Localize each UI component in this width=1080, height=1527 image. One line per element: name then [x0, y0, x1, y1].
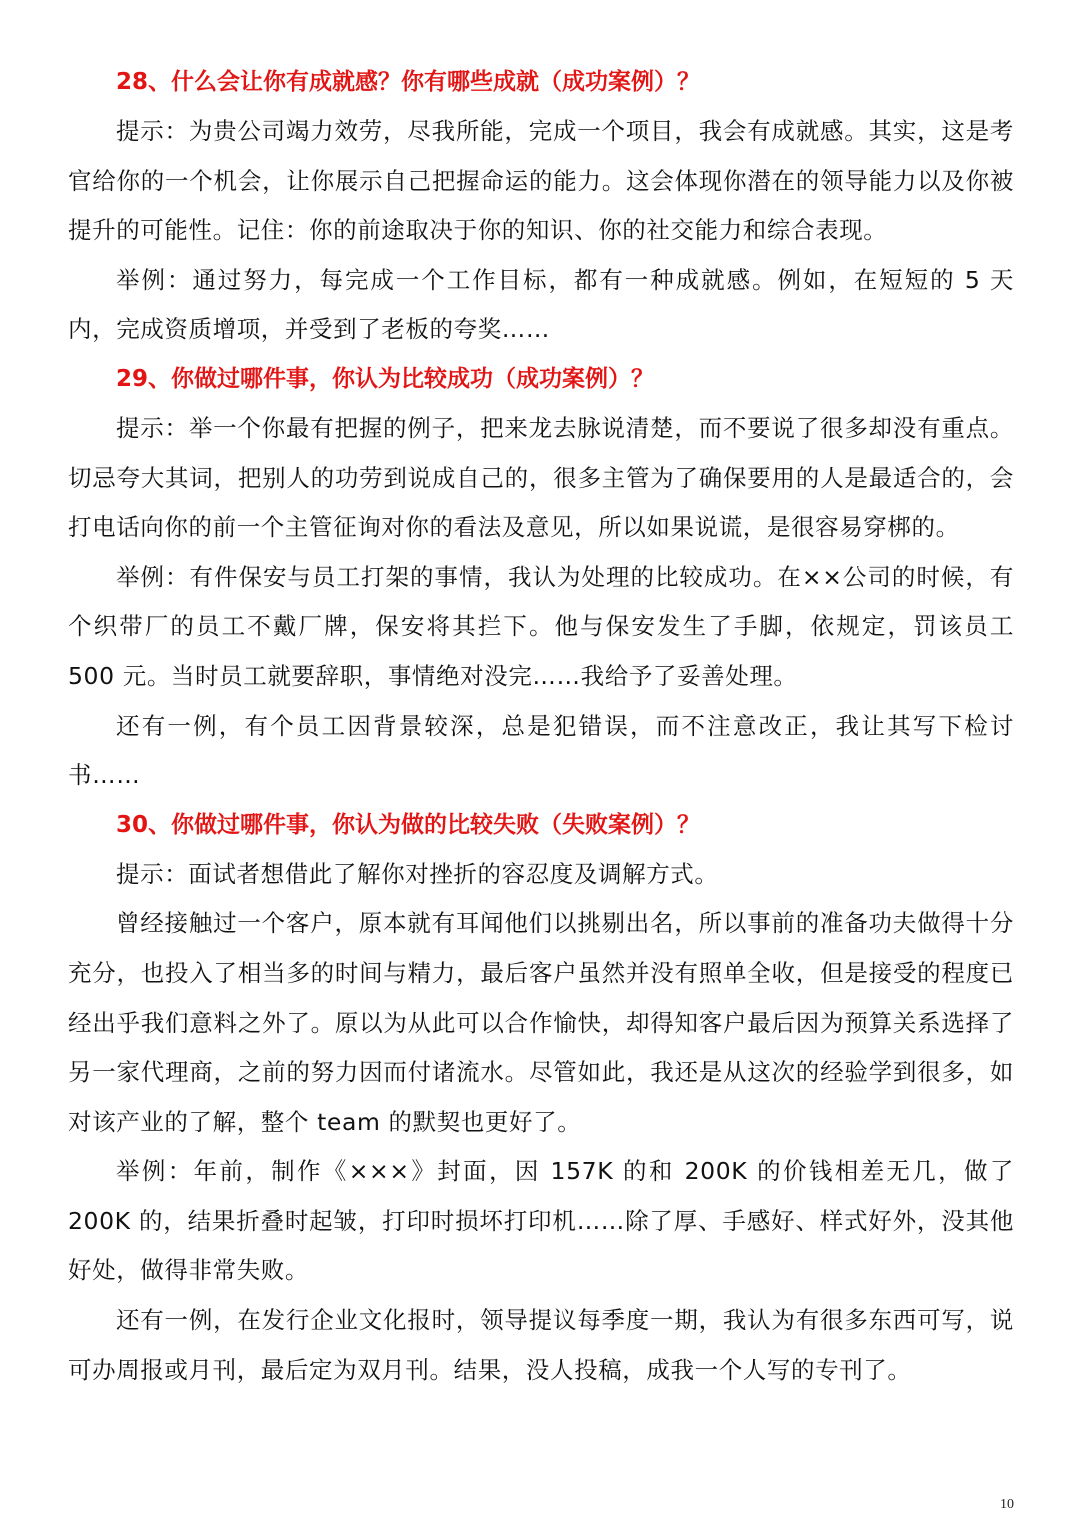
- question-30-hint: 提示：面试者想借此了解你对挫折的容忍度及调解方式。: [116, 859, 719, 888]
- question-30-section: [68, 801, 1014, 1396]
- question-29-second-example: 还有一例，有个员工因背景较深，总是犯错误，而不注意改正，我让其写下检讨书……: [68, 711, 1014, 790]
- question-29-heading: 29、你做过哪件事，你认为比较成功（成功案例）？: [116, 365, 655, 392]
- question-28-hint: 提示：为贵公司竭力效劳，尽我所能，完成一个项目，我会有成就感。其实，这是考官给你的一个机会，让你展示自己把握命运的能力。这会体现你潜在的领导能力以及你被提升的可能性。记住：你的前途取决于你的知识、你的社交能力和综合表现。: [68, 117, 1014, 245]
- document-page: [68, 58, 1014, 1395]
- question-30-heading: 30、你做过哪件事，你认为做的比较失败（失败案例）？: [116, 811, 701, 838]
- question-30-example: 举例：年前，制作《×××》封面，因 157K 的和 200K 的价钱相差无几，做了 200K 的，结果折叠时起皱，打印时损坏打印机……除了厚、手感好、样式好外，没其他好处，做得非常失败。: [68, 1157, 1014, 1285]
- question-29-section: [68, 355, 1014, 801]
- question-30-second-example: 还有一例，在发行企业文化报时，领导提议每季度一期，我认为有很多东西可写，说可办周报或月刊，最后定为双月刊。结果，没人投稿，成我一个人写的专刊了。: [68, 1306, 1014, 1384]
- question-28-section: [68, 58, 1014, 355]
- question-28-example: 举例：通过努力，每完成一个工作目标，都有一种成就感。例如，在短短的 5 天内，完成资质增项，并受到了老板的夸奖……: [68, 265, 1014, 344]
- question-29-example: 举例：有件保安与员工打架的事情，我认为处理的比较成功。在××公司的时候，有个织带厂的员工不戴厂牌，保安将其拦下。他与保安发生了手脚，依规定，罚该员工 500 元。当时员工就要辞职，事情绝对没完……我给予了妥善处理。: [68, 562, 1014, 690]
- question-29-hint: 提示：举一个你最有把握的例子，把来龙去脉说清楚，而不要说了很多却没有重点。切忌夸大其词，把别人的功劳到说成自己的，很多主管为了确保要用的人是最适合的，会打电话向你的前一个主管征询对你的看法及意见，所以如果说谎，是很容易穿梆的。: [68, 413, 1014, 542]
- question-30-story: 曾经接触过一个客户，原本就有耳闻他们以挑剔出名，所以事前的准备功夫做得十分充分，也投入了相当多的时间与精力，最后客户虽然并没有照单全收，但是接受的程度已经出乎我们意料之外了。原以为从此可以合作愉快，却得知客户最后因为预算关系选择了另一家代理商，之前的努力因而付诸流水。尽管如此，我还是从这次的经验学到很多，如对该产业的了解，整个 team 的默契也更好了。: [68, 909, 1014, 1136]
- page-number: 10: [1000, 1497, 1014, 1512]
- question-28-heading: 28、什么会让你有成就感？你有哪些成就（成功案例）？: [116, 69, 701, 95]
